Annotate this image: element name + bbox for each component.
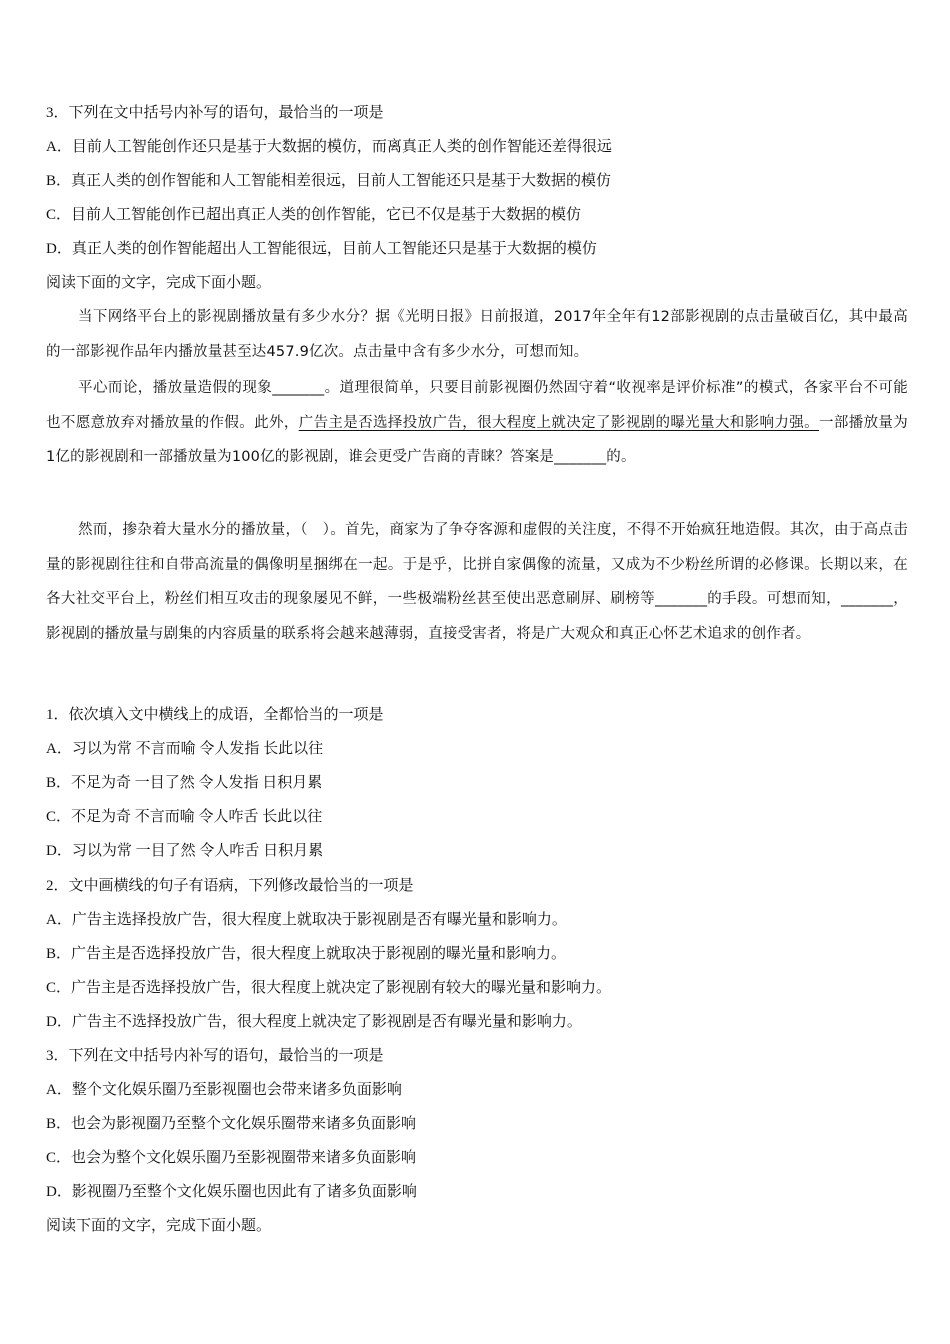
answer-option: B．广告主是否选择投放广告，很大程度上就取决于影视剧的曝光量和影响力。 — [46, 946, 567, 962]
question-stem: 1．依次填入文中横线上的成语，全都恰当的一项是 — [46, 707, 384, 723]
answer-option: A．整个文化娱乐圈乃至影视圈也会带来诸多负面影响 — [46, 1082, 402, 1098]
answer-option: C．目前人工智能创作已超出真正人类的创作智能，它已不仅是基于大数据的模仿 — [46, 207, 582, 223]
answer-option: B．不足为奇 一目了然 令人发指 日积月累 — [46, 775, 323, 791]
answer-option: C．不足为奇 不言而喻 令人咋舌 长此以往 — [46, 809, 323, 825]
answer-option: D．真正人类的创作智能超出人工智能很远，目前人工智能还只是基于大数据的模仿 — [46, 241, 597, 257]
answer-option: A．目前人工智能创作还只是基于大数据的模仿，而离真正人类的创作智能还差得很远 — [46, 139, 612, 155]
passage-paragraph-2 — [46, 371, 908, 475]
answer-option: C．也会为整个文化娱乐圈乃至影视圈带来诸多负面影响 — [46, 1150, 417, 1166]
passage-paragraph-1: 当下网络平台上的影视剧播放量有多少水分？据《光明日报》日前报道，2017年全年有12部影视剧的点击量破百亿，其中最高的一部影视作品年内播放量甚至达457.9亿次。点击量中含有多少水分，可想而知。 — [46, 309, 908, 360]
answer-option: D．习以为常 一目了然 令人咋舌 日积月累 — [46, 843, 324, 859]
question-stem: 3．下列在文中括号内补写的语句，最恰当的一项是 — [46, 1048, 384, 1064]
answer-option: B．真正人类的创作智能和人工智能相差很远，目前人工智能还只是基于大数据的模仿 — [46, 173, 612, 189]
answer-option: C．广告主是否选择投放广告，很大程度上就决定了影视剧有较大的曝光量和影响力。 — [46, 980, 612, 996]
passage-text: 一部播放量为1亿的影视剧和一部播放量为100亿的影视剧，谁会更受广告商的青睐？答案是_______的。 — [46, 414, 908, 465]
question-stem: 2．文中画横线的句子有语病，下列修改最恰当的一项是 — [46, 878, 414, 894]
reading-instruction: 阅读下面的文字，完成下面小题。 — [46, 275, 272, 291]
passage-paragraph-3: 然而，掺杂着大量水分的播放量，（ ）。首先，商家为了争夺客源和虚假的关注度，不得不开始疯狂地造假。其次，由于高点击量的影视剧往往和自带高流量的偶像明星捆绑在一起。于是乎，比拼自家偶像的流量，又成为不少粉丝所谓的必修课。长期以来，在各大社交平台上，粉丝们相互攻击的现象屡见不鲜，一些极端粉丝甚至使出恶意刷屏、刷榜等_______的手段。可想而知，_______，影视剧的播放量与剧集的内容质量的联系将会越来越薄弱，直接受害者，将是广大观众和真正心怀艺术追求的创作者。 — [46, 522, 908, 642]
answer-option: A．广告主选择投放广告，很大程度上就取决于影视剧是否有曝光量和影响力。 — [46, 912, 567, 928]
answer-option: D．广告主不选择投放广告，很大程度上就决定了影视剧是否有曝光量和影响力。 — [46, 1014, 582, 1030]
question-stem: 3．下列在文中括号内补写的语句，最恰当的一项是 — [46, 105, 384, 121]
answer-option: A．习以为常 不言而喻 令人发指 长此以往 — [46, 741, 324, 757]
answer-option: B．也会为影视圈乃至整个文化娱乐圈带来诸多负面影响 — [46, 1116, 417, 1132]
underlined-sentence: 广告主是否选择投放广告，很大程度上就决定了影视剧的曝光量大和影响力强。 — [298, 414, 819, 431]
reading-instruction: 阅读下面的文字，完成下面小题。 — [46, 1218, 272, 1234]
passage-text: 平心而论，播放量造假的现象_______。道理很简单，只要目前影视圈仍然固守着“收视率是评价标准”的模式，各家平台不可能也不愿意放弃对播放量的作假。此外， — [46, 380, 908, 431]
answer-option: D．影视圈乃至整个文化娱乐圈也因此有了诸多负面影响 — [46, 1184, 417, 1200]
